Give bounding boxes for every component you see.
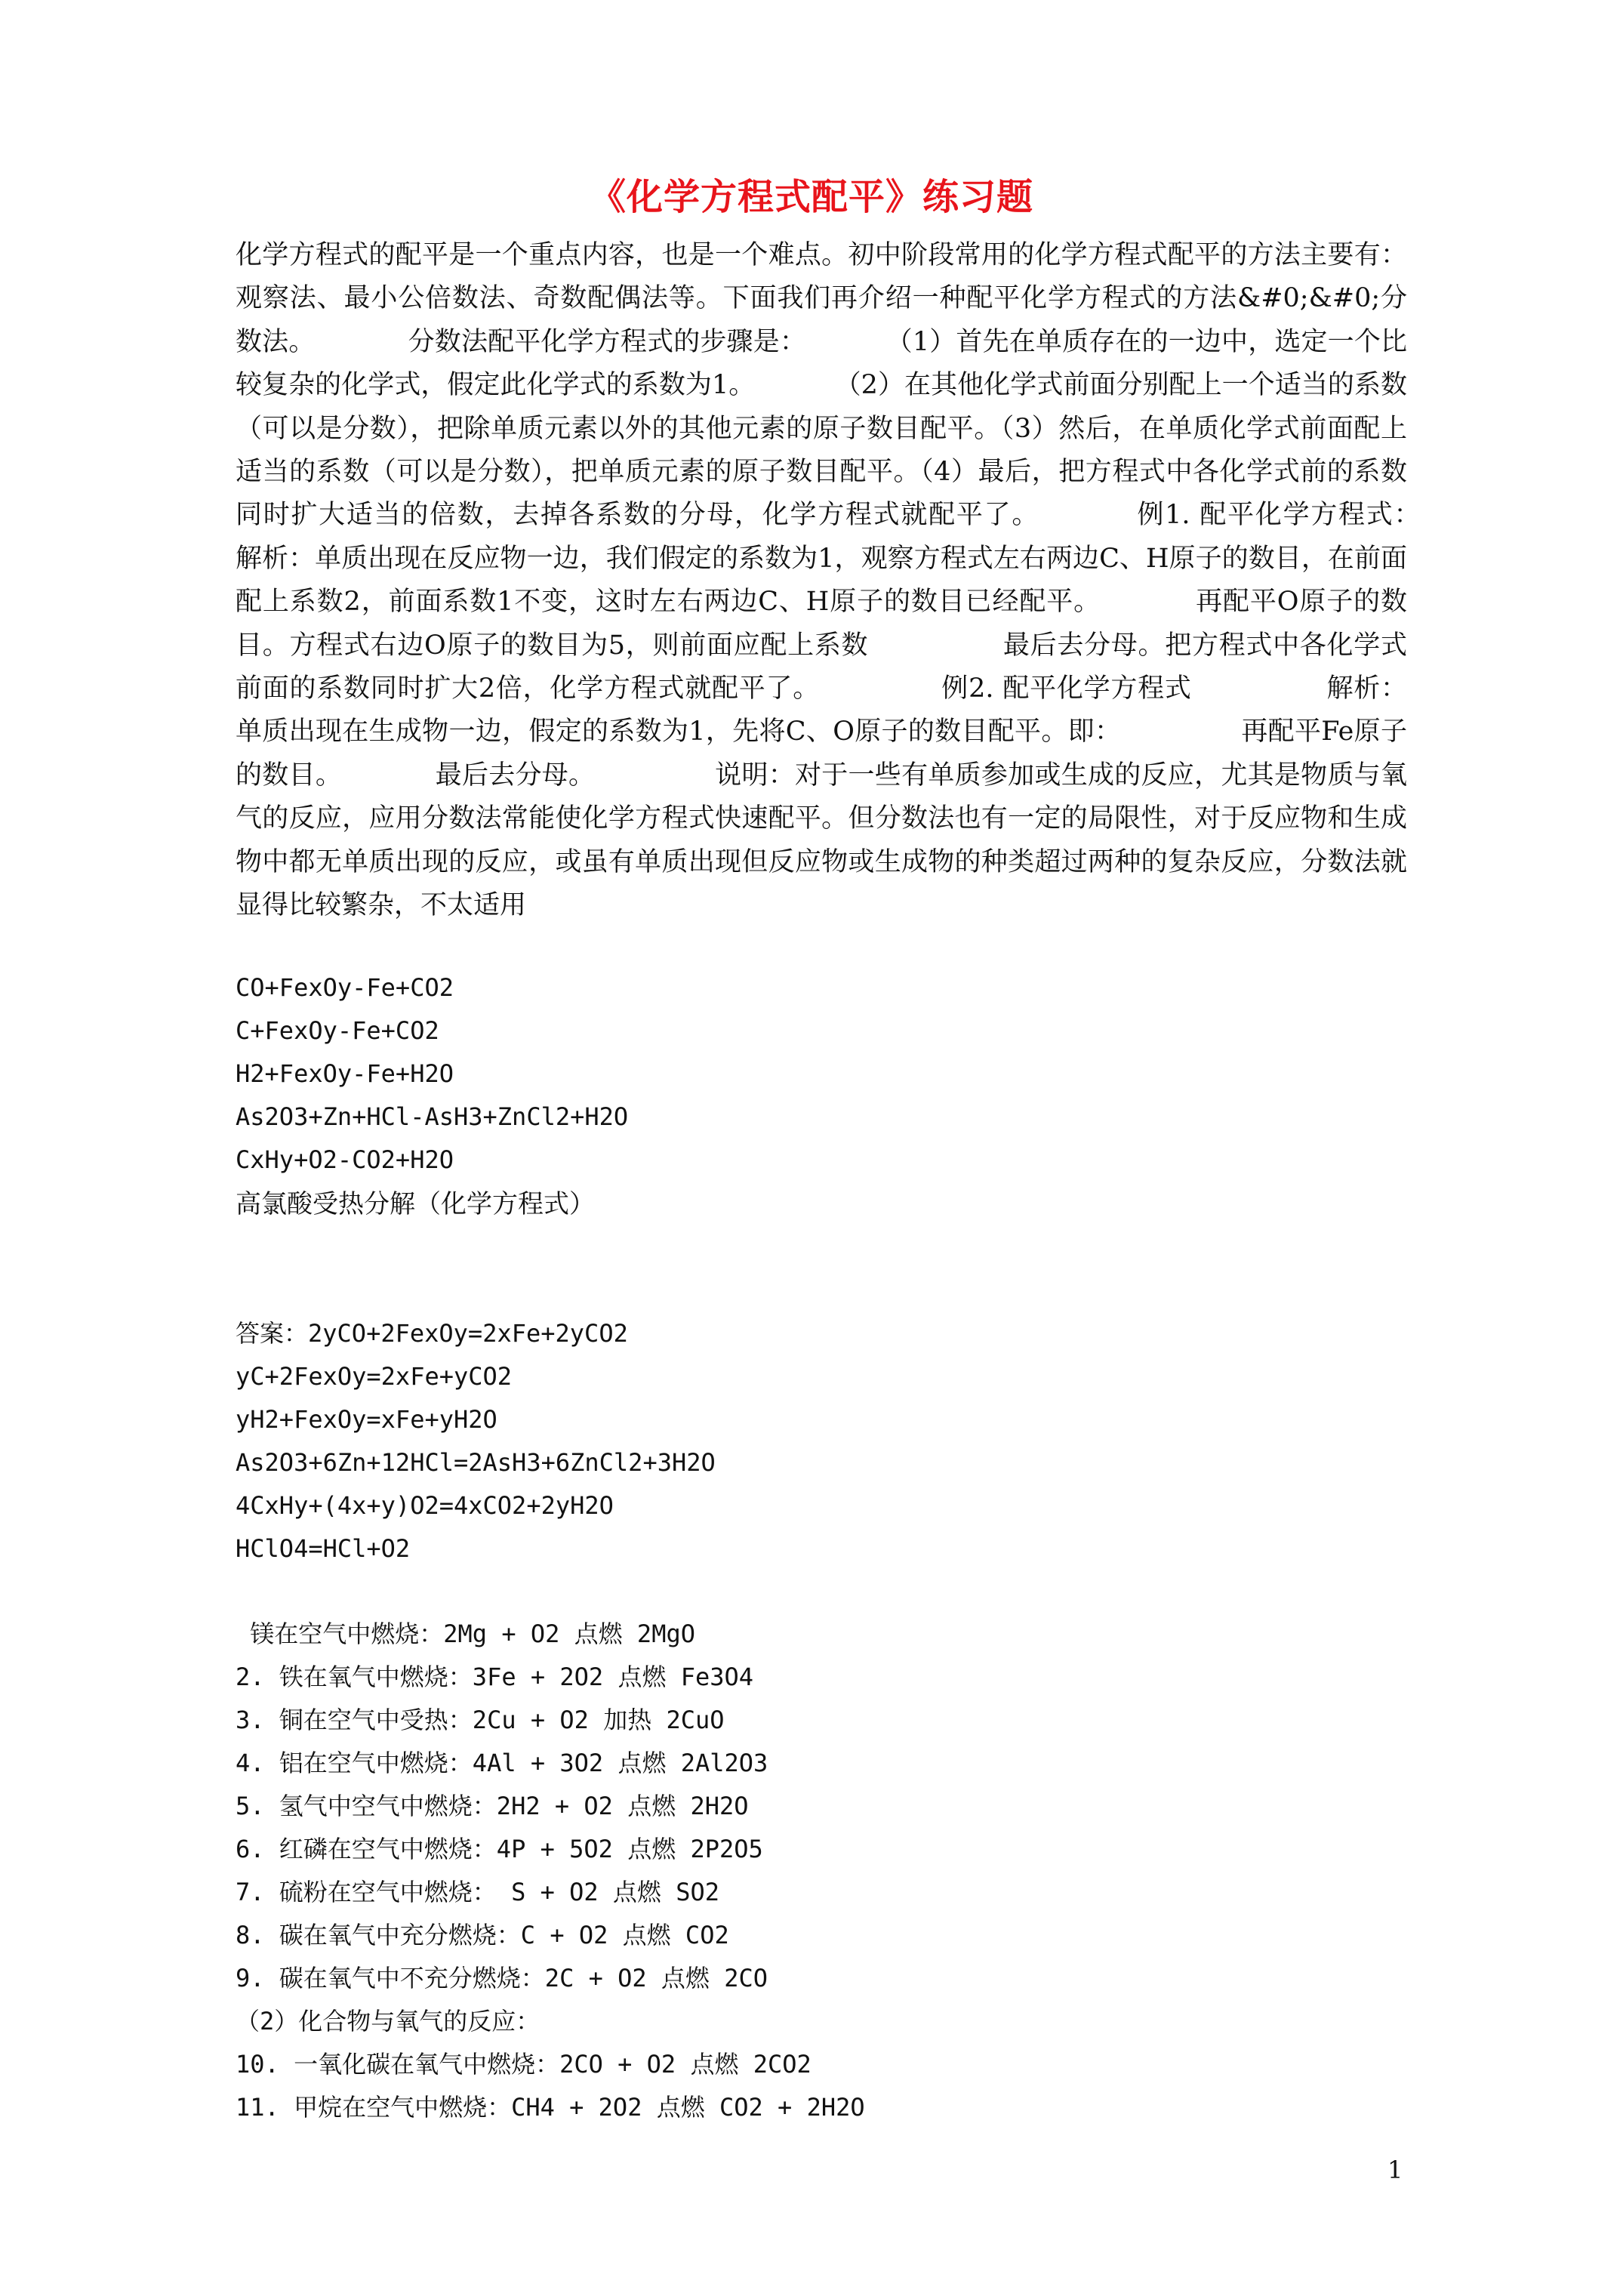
reaction-item: 5. 氢气中空气中燃烧：2H2 + O2 点燃 2H2O — [236, 1792, 749, 1820]
answer-list — [236, 1312, 1413, 1570]
exercise-equation: C+FexOy-Fe+CO2 — [236, 1016, 439, 1045]
document-title: 《化学方程式配平》练习题 — [589, 176, 1033, 218]
answer-line: 4CxHy+(4x+y)O2=4xCO2+2yH2O — [236, 1491, 614, 1520]
answer-line: yH2+FexOy=xFe+yH2O — [236, 1405, 497, 1434]
reaction-item: 8. 碳在氧气中充分燃烧：C + O2 点燃 CO2 — [236, 1921, 729, 1949]
exercise-equation: CxHy+O2-CO2+H2O — [236, 1145, 454, 1174]
reaction-item: 镁在空气中燃烧：2Mg + O2 点燃 2MgO — [236, 1620, 695, 1648]
reaction-section-heading: （2）化合物与氧气的反应： — [236, 2007, 540, 2036]
page-number: 1 — [1387, 2156, 1403, 2184]
exercise-prompt — [236, 1183, 1413, 1226]
exercise-equation: As2O3+Zn+HCl-AsH3+ZnCl2+H2O — [236, 1102, 629, 1131]
exercise-equation: H2+FexOy-Fe+H2O — [236, 1059, 454, 1088]
reaction-item: 11. 甲烷在空气中燃烧：CH4 + 2O2 点燃 CO2 + 2H2O — [236, 2093, 865, 2122]
reaction-item: 7. 硫粉在空气中燃烧： S + O2 点燃 SO2 — [236, 1878, 719, 1906]
reaction-item: 9. 碳在氧气中不充分燃烧：2C + O2 点燃 2CO — [236, 1964, 768, 1992]
reaction-list — [236, 1613, 1413, 2129]
reaction-item: 6. 红磷在空气中燃烧：4P + 5O2 点燃 2P2O5 — [236, 1835, 763, 1863]
exercise-equation-list — [236, 966, 1413, 1182]
answer-line: HClO4=HCl+O2 — [236, 1534, 411, 1563]
exercise-equation: CO+FexOy-Fe+CO2 — [236, 973, 454, 1002]
exercise-prompt-text: 高氯酸受热分解（化学方程式） — [236, 1189, 595, 1219]
answer-line: 答案：2yCO+2FexOy=2xFe+2yCO2 — [236, 1319, 628, 1348]
answer-line: As2O3+6Zn+12HCl=2AsH3+6ZnCl2+3H2O — [236, 1448, 716, 1477]
reaction-item: 2. 铁在氧气中燃烧：3Fe + 2O2 点燃 Fe3O4 — [236, 1663, 754, 1691]
answer-line: yC+2FexOy=2xFe+yCO2 — [236, 1362, 513, 1391]
reaction-item: 4. 铝在空气中燃烧：4Al + 3O2 点燃 2Al2O3 — [236, 1749, 768, 1777]
reaction-item: 10. 一氧化碳在氧气中燃烧：2CO + O2 点燃 2CO2 — [236, 2050, 812, 2079]
reaction-item: 3. 铜在空气中受热：2Cu + O2 加热 2CuO — [236, 1706, 725, 1734]
intro-paragraph: 化学方程式的配平是一个重点内容，也是一个难点。初中阶段常用的化学方程式配平的方法主要有：观察法、最小公倍数法、奇数配偶法等。下面我们再介绍一种配平化学方程式的方法&#0;&#0;分数法。 分数法配平化学方程式的步骤是： （1）首先在单质存在的一边中，选定一个比较复杂的化学式，假定此化学式的系数为1。 （2）在其他化学式前面分别配上一个适当的系数（可以是分数），把除单质元素以外的其他元素的原子数目配平。（3）然后，在单质化学式前面配上适当的系数（可以是分数），把单质元素的原子数目配平。（4）最后，把方程式中各化学式前的系数同时扩大适当的倍数，去掉各系数的分母，化学方程式就配平了。 例1. 配平化学方程式： 解析：单质出现在反应物一边，我们假定的系数为1，观察方程式左右两边C、H原子的数目，在前面配上系数2，前面系数1不变，这时左右两边C、H原子的数目已经配平。 再配平O原子的数目。方程式右边O原子的数目为5，则前面应配上系数 最后去分母。把方程式中各化学式前面的系数同时扩大2倍，化学方程式就配平了。 例2. 配平化学方程式 解析：单质出现在生成物一边，假定的系数为1，先将C、O原子的数目配平。即： 再配平Fe原子的数目。 最后去分母。 说明：对于一些有单质参加或生成的反应，尤其是物质与氧气的反应，应用分数法常能使化学方程式快速配平。但分数法也有一定的局限性，对于反应物和生成物中都无单质出现的反应，或虽有单质出现但反应物或生成物的种类超过两种的复杂反应，分数法就显得比较繁杂，不太适用 — [236, 240, 1540, 921]
